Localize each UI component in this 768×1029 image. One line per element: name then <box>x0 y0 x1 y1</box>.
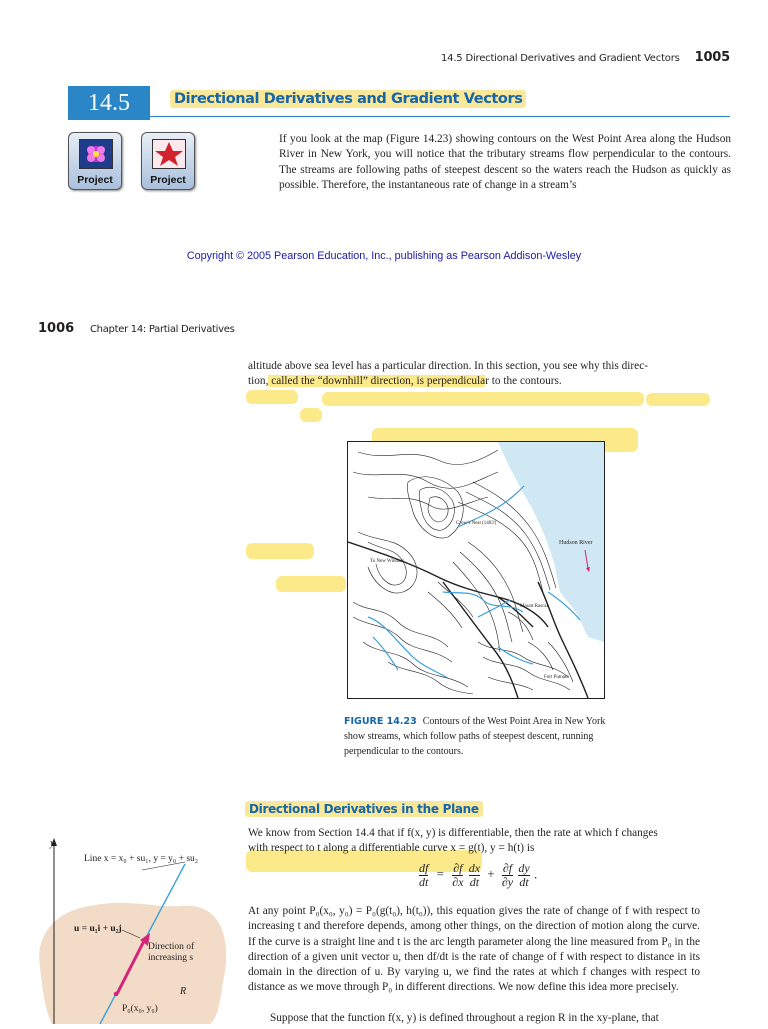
label-hudson-river: Hudson River <box>559 540 593 546</box>
star-icon <box>152 139 186 169</box>
chapter-header: Chapter 14: Partial Derivatives <box>90 324 235 335</box>
highlight-perpendicular: is perpendicula <box>413 375 486 388</box>
section-rule <box>150 116 730 117</box>
highlight-mark <box>276 576 346 592</box>
running-header-text: 14.5 Directional Derivatives and Gradient Vectors <box>441 53 680 64</box>
label-new-windsor: To New Windsor <box>370 559 405 564</box>
highlight-mark <box>322 392 644 406</box>
point-label: P₀(x₀, y₀) <box>122 1004 158 1014</box>
continuation-line-2: tion, called the “downhill” direction, is perpendicular to the contours. <box>248 375 562 388</box>
paragraph-a <box>248 826 700 857</box>
project-label-1: Project <box>77 174 113 186</box>
chain-rule-equation: $\frac{df}{dt}$ = $\frac{\partial f}{\partial x}$ $\frac{dx}{dt}$ + $\frac{\partial f}{\partial y}$ $\frac{dy}{dt}$ . <box>419 861 538 889</box>
continuation-paragraph <box>248 359 700 390</box>
directional-line-diagram <box>30 836 250 1024</box>
region-label: R <box>180 986 187 997</box>
direction-label: Direction of increasing s <box>148 942 195 963</box>
subsection-title: Directional Derivatives in the Plane <box>245 801 483 817</box>
label-crows-nest: Crow’s Nest (1403') <box>456 521 497 526</box>
label-mount: Mount Rascal <box>520 604 548 609</box>
highlight-mark <box>646 393 710 406</box>
paragraph-c: Suppose that the function f(x, y) is defined throughout a region R in the xy-plane, that <box>270 1012 659 1024</box>
copyright-notice: Copyright © 2005 Pearson Education, Inc., publishing as Pearson Addison-Wesley <box>186 250 582 262</box>
highlight-mark <box>246 390 298 404</box>
y-axis-label: y <box>50 838 55 849</box>
paragraph-b: At any point P₀(x₀, y₀) = P₀(g(t₀), h(t₀)), this equation gives the rate of change of f with respect to increasing t and therefore depends, among other things, on the direction of motion along the curve. If the curve is a straight line and t is the arc length parameter along the line measured from P₀ in the direction of a given unit vector u, then df/dt is the rate of change of f with respect to distance in its domain in the direction of u. By varying u, we find the rates at which f changes with respect to distance as we move through P₀ in different directions. We now define this idea more precisely. <box>248 905 700 994</box>
running-header <box>441 50 730 65</box>
unit-vector-label: u = u₁i + u₂j <box>74 924 122 934</box>
page-number-2: 1006 <box>38 321 75 336</box>
point-p0 <box>114 992 119 997</box>
figure-label: FIGURE 14.23 <box>344 716 417 727</box>
figure-caption-text: Contours of the West Point Area in New York show streams, which follow paths of steepest descent, running perpendicular to the contours. <box>344 716 606 757</box>
project-label-2: Project <box>150 174 186 186</box>
flower-icon <box>79 139 113 169</box>
highlight-mark <box>246 543 314 559</box>
intro-paragraph: If you look at the map (Figure 14.23) showing contours on the West Point Area along the Hudson River in New York, you will notice that the tributary streams flow perpendicular to the contours. The streams are following paths of steepest descent so the waters reach the Hudson as quickly as possible. Therefore, the instantaneous rate of change in a stream’s <box>279 133 731 191</box>
label-fort: Fort Putnam <box>544 675 569 680</box>
section-number-box: 14.5 <box>68 86 150 120</box>
paragraph-a-line-1: We know from Section 14.4 that if f(x, y) is differentiable, then the rate at which f changes <box>248 827 658 839</box>
continuation-line-1: altitude above sea level has a particular direction. In this section, you see why this direc- <box>248 360 648 372</box>
paragraph-a-line-2: with respect to t along a differentiable curve x = g(t), y = h(t) is <box>248 842 535 855</box>
highlight-mark <box>300 408 322 422</box>
contour-map-figure <box>347 441 603 697</box>
highlight-downhill: called the “downhill” direction, <box>268 375 414 388</box>
project-button-1[interactable] <box>68 132 122 190</box>
section-title: Directional Derivatives and Gradient Vectors <box>170 90 526 108</box>
line-equation-label: Line x = x₀ + su₁, y = y₀ + su₂ <box>84 854 199 864</box>
page-number: 1005 <box>694 50 730 65</box>
figure-caption <box>344 714 614 759</box>
project-button-2[interactable] <box>141 132 195 190</box>
